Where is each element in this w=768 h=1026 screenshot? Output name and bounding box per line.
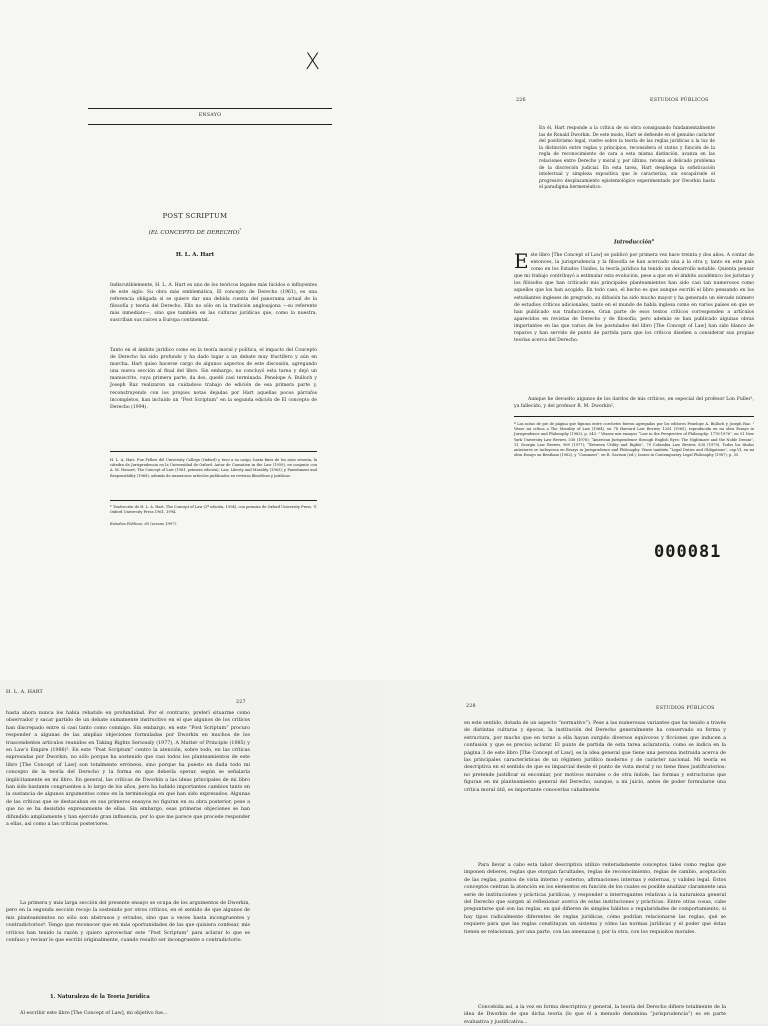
intro-paragraph-1: Este libro [The Concept of Law] se publicó por primera vez hace treinta y dos años. A contar de entonces, la jurisprudencia y la filosofía se han acercado una a la otra y, tanto en este país como en los Estados Unidos, la teoría jurídica ha tenido un desarrollo notable. Quienta pensar que mi trabajo contribuyó a estimular esta evolución, pese a que en el ámbito académico los juristas y los filósofos que han criticado mis principales planteamientos han sido casi tan numerosos como aquellos que los han acogido. En todo caso, el hecho es que aunque escribí el libro pensando en los estudiantes ingleses de pregrado, su difusión ha sido mucho mayor y ha generado un elevado número de estudios críticos adicionales, tanto en el mundo de habla inglesa como en varios países en que se han publicado sus traducciones. Gran parte de esos textos críticos corresponden a artículos aparecidos en revistas de Derecho y de filosofía, pero además se han publicado algunas obras importantes en las que varios de los postulados del libro [The Concept of Law] han sido blanco de reparos y han servido de punto de partida para que los críticos diseñen a considerar sus propias teorías acerca del Derecho. xyxy=(514,249,754,344)
page-number: 227 xyxy=(236,700,246,705)
body-paragraph-1: hasta ahora nunca los había rebatido en profundidad. Por el contrario, preferí situarme como observador y sacar partido de un debate sumamente instructivo en el que algunos de los críticos han discrepado entre sí casi tanto como conmigo. Sin embargo, en este “Post Scriptum” procuro responder a algunas de las amplias objeciones formuladas por Dworkin en muchos de los trascendentes artículos reunidos en Taking Rights Seriously (1977), A Matter of Principle (1985) y en Law’s Empire (1986)³. En este “Post Scriptum” centro la atención, sobre todo, en las críticas expresadas por Dworkin, no sólo porque ha sostenido que casi todos los planteamientos de este libro [The Concept of Law] son totalmente erróneos, sino porque ha puesto en duda todo mi concepto de la teoría del Derecho y la forma en que debería operar, según se señalaría implícitamente en mi libro. En general, las críticas de Dworkin a las ideas principales de mi libro han sido bastante congruentes a lo largo de los años, pero ha habido importantes cambios tanto en la sustancia de algunos argumentos como en la terminología en que han sido expresados. Algunas de las críticas que se destacaban en sus primeros ensayos no figuran en su obra posterior, pese a que no se ha desistido expresamente de ellas. Sin embargo, esas primeras objeciones se han difundido ampliamente y han ejercido gran influencia, por lo que me parece que procede responder a ellas, así como a las críticas posteriores. xyxy=(6,711,250,828)
body-paragraph-2: Para llevar a cabo esta labor descriptiva utilizo reiteradamente conceptos tales como reglas que imponen deberes, reglas que otorgan facultades, reglas de reconocimiento, reglas de cambio, aceptación de las reglas, puntos de vista interno y externo, afirmaciones internas y externas, y validez legal. Estos conceptos centran la atención en los elementos en función de los cuales es posible analizar claramente una serie de instituciones y prácticas jurídicas, y responder a interrogantes relativas a la naturaleza general del Derecho que surgen al reflexionar acerca de estas instituciones y prácticas. Entre otras cosas, cabe preguntarse qué son las reglas, en qué difieren de simples hábitos o regularidades de comportamiento, si hay tipos radicalmente diferentes de reglas jurídicas, cómo podrían relacionarse las reglas, qué se requiere para que las reglas constituyan un sistema y cómo las normas jurídicas y el poder que éstas tienen se relacionan, por una parte, con las amenazas y, por la otra, con los requisitos morales. xyxy=(464,863,726,935)
body-paragraph-3: Concebida así, a la vez en forma descriptiva y general, la teoría del Derecho difiere totalmente de la idea de Dworkin de que dicha teoría (lo que él a menudo denomina “jurisprudencia”) es en parte evaluativa y justificativa... xyxy=(464,1005,726,1025)
drop-cap: E xyxy=(514,249,529,273)
abstract-paragraph-2: Tanto en el ámbito jurídico como en la teoría moral y política, el impacto del Concepto de Derecho ha sido profundo y ha dado lugar a un debate muy fructífero y aún en marcha. Hart quiso hacerse cargo de algunos aspectos de este discusión, agregando una nueva sección al final del libro. Sin embargo, no concluyó esta tarea y dejó un manuscrito, cuya primera parte, da dos, quedó casi terminada. Penelope A. Bulloch y Joseph Raz realizaron un cuidadoso trabajo de edición de esa primera parte y, reconstruyendo con los propios notas dejadas por Hart aquellas pocos párrafos incompletos, han incluido un “Post Scriptum” en la segunda edición de El concepto de Derecho (1994). xyxy=(110,348,317,410)
section-heading: 1. Naturaleza de la Teoría Jurídica xyxy=(50,994,150,1000)
footnote-divider xyxy=(514,416,754,417)
running-head: ESTUDIOS PÚBLICOS xyxy=(656,706,715,711)
intro-paragraph-2: Aunque he devuelto algunos de los dardos de mis críticos, en especial del profesor Lon Fuller¹, ya fallecido, y del profesor R. M. Dworkin², xyxy=(514,397,754,410)
page-bottom-right xyxy=(384,680,768,1024)
journal-citation: Estudios Públicos, 65 (verano 1997). xyxy=(110,522,177,526)
abstract-paragraph-1: Indiscutiblemente, H. L. A. Hart es uno de los teóricos legales más lúcidos e influyentes de este siglo. Su obra más emblemática, El concepto de Derecho (1961), es una referencia obligada si se quiere dar una debida cuenta del panorama actual de la filosofía y teoría del Derecho. Ello no sólo en la tradición anglosajona —su referente más inmediato—, sino que también en las culturas jurídicas que, como la nuestra, suscriban sus raíces a Europa continental. xyxy=(110,283,317,324)
body-paragraph-2: La primera y más larga sección del presente ensayo se ocupa de los argumentos de Dworkin, pero en la segunda sección recojo la sostenido por otros críticos, en el sentido de que algunos de mis planteamientos no sólo son abstrusos y errados, sino que a veces hasta incongruentes y contradictorios⁴. Tengo que reconocer que en más oportunidades de las que quisiera confesar, mis críticos han tenido la razón y quiero aprovechar este “Post Scriptum” para aclarar lo que es confuso y revisar lo que escribí originalmente, cuando resultó ser incongruente o contradictorio. xyxy=(6,901,250,944)
bottom-rule xyxy=(88,124,332,125)
page-number: 226 xyxy=(516,98,526,103)
abstract-divider xyxy=(110,451,317,452)
author-name: H. L. A. Hart xyxy=(175,252,215,258)
section-label: ENSAYO xyxy=(198,113,222,118)
handwritten-x-mark: X xyxy=(305,50,321,75)
page-top-right xyxy=(384,0,768,680)
body-paragraph-3: Al escribir este libro [The Concept of Law], mi objetivo fue... xyxy=(20,1011,168,1016)
running-head: H. L. A. HART xyxy=(6,690,43,695)
translation-note: * Traducción de H. L. A. Hart, The Concept of Law (2ª edición, 1994), con permiso de Oxford University Press. © Oxford University Press 1961, 1994. xyxy=(110,505,317,515)
body-paragraph-1: en este sentido, dotada de un aspecto “normativo”). Pese a las numerosas variantes que ha tenido a través de distintas culturas y épocas, la institución del Derecho generalmente ha conservado su forma y estructura, por mucho que en torno a ella hayan surgido diversos equívocos y ficciones que inducen a confusión y que es preciso aclarar. El punto de partida de esta tarea aclaratoria, como se indica en la página 3 de este libro [The Concept of Law], es la idea general que tiene una persona instruida acerca de las principales características de un régimen jurídico moderno y de carácter nacional. Mi teoría es descriptiva en el sentido de que es imparcial desde el punto de vista moral y no tiene fines justificatorios: no pretende justificar ni encomiar, por motivos morales o de otra índole, las formas y estructuras que figuran en mi planteamiento general del Derecho, aunque, a mi juicio, antes de poder formularse una crítica moral útil, es importante conocerlas cabalmente. xyxy=(464,721,726,793)
article-subtitle: (EL CONCEPTO DE DERECHO)* xyxy=(148,228,242,236)
page-top-left xyxy=(0,0,384,680)
top-rule xyxy=(88,108,332,109)
running-head: ESTUDIOS PÚBLICOS xyxy=(650,98,709,103)
article-title: POST SCRIPTUM xyxy=(162,212,228,220)
footnotes: ª Las notas de pie de página que figuran entre corchetes fueron agregadas por los editores Penelope A. Bulloch y Joseph Raz. ¹ Véase mi crítica a The Morality of Law (1964), en 78 Harvard Law Review, 1281 (1965), reproducida en mi obra Essays in Jurisprudence and Philosophy (1983), p. 343. ² Véanse mis ensayos “Law in the Perspective of Philosophy: 1776-1976”, en 51 New York University Law Review, 538 (1976); “American Jurisprudence through English Eyes: The Nightmare and the Noble Dream”, 11 Georgia Law Review, 969 (1977); “Between Utility and Rights”, 79 Columbia Law Review, 828 (1979). Todos los títulos anteriores se incluyeron en Essays in Jurisprudence and Philosophy. Véase también “Legal Duties and Obligations”, cap.VI, en mi obra Essays on Bentham (1982), y “Comment”, en R. Gavison (ed.), Issues in Contemporary Legal Philosophy (1987), p. 35. xyxy=(514,422,754,458)
author-bio: H. L. A. Hart. Fue Fellow del University College (Oxford) y tuvo a su cargo, hasta fines de los años sesenta, la cátedra de Jurisprudencia en la Universidad de Oxford. Autor de Causation in the Law (1959), en conjunto con A. M. Honoré; The Concept of Law (1961, primera edición); Law, Liberty and Morality (1963); y Punishment and Responsibility (1968), además de numerosos artículos publicados en revistas filosóficas y jurídicas. xyxy=(110,458,317,478)
article-summary: En él, Hart responde a la crítica de su obra consignando fundamentalmente las de Ronald Dworkin. De este modo, Hart se defiende en el genuino carácter del positivismo legal, vuelve sobre la teoría de las reglas jurídicas a la luz de la distinción entre reglas y principios, reconsidera el status y función de la regla de reconocimiento de cara a esta misma distinción, avanza en las relaciones entre Derecho y moral y, por último, retoma el delicado problema de la discreción judicial. En esta tarea, Hart despliega la sofisticación intelectual y simpleza expositiva que lo caracteriza, sin escapársele el progresivo desplazamiento epistemológico experimentado por Dworkin hasta el paradigma hermenéutico. xyxy=(539,126,715,191)
footnote-divider xyxy=(110,500,317,501)
page-bottom-left xyxy=(0,680,384,1024)
intro-heading: Introducción$^a$ xyxy=(613,238,655,246)
page-stamp: 000081 xyxy=(654,542,722,562)
page-number: 228 xyxy=(466,704,476,709)
